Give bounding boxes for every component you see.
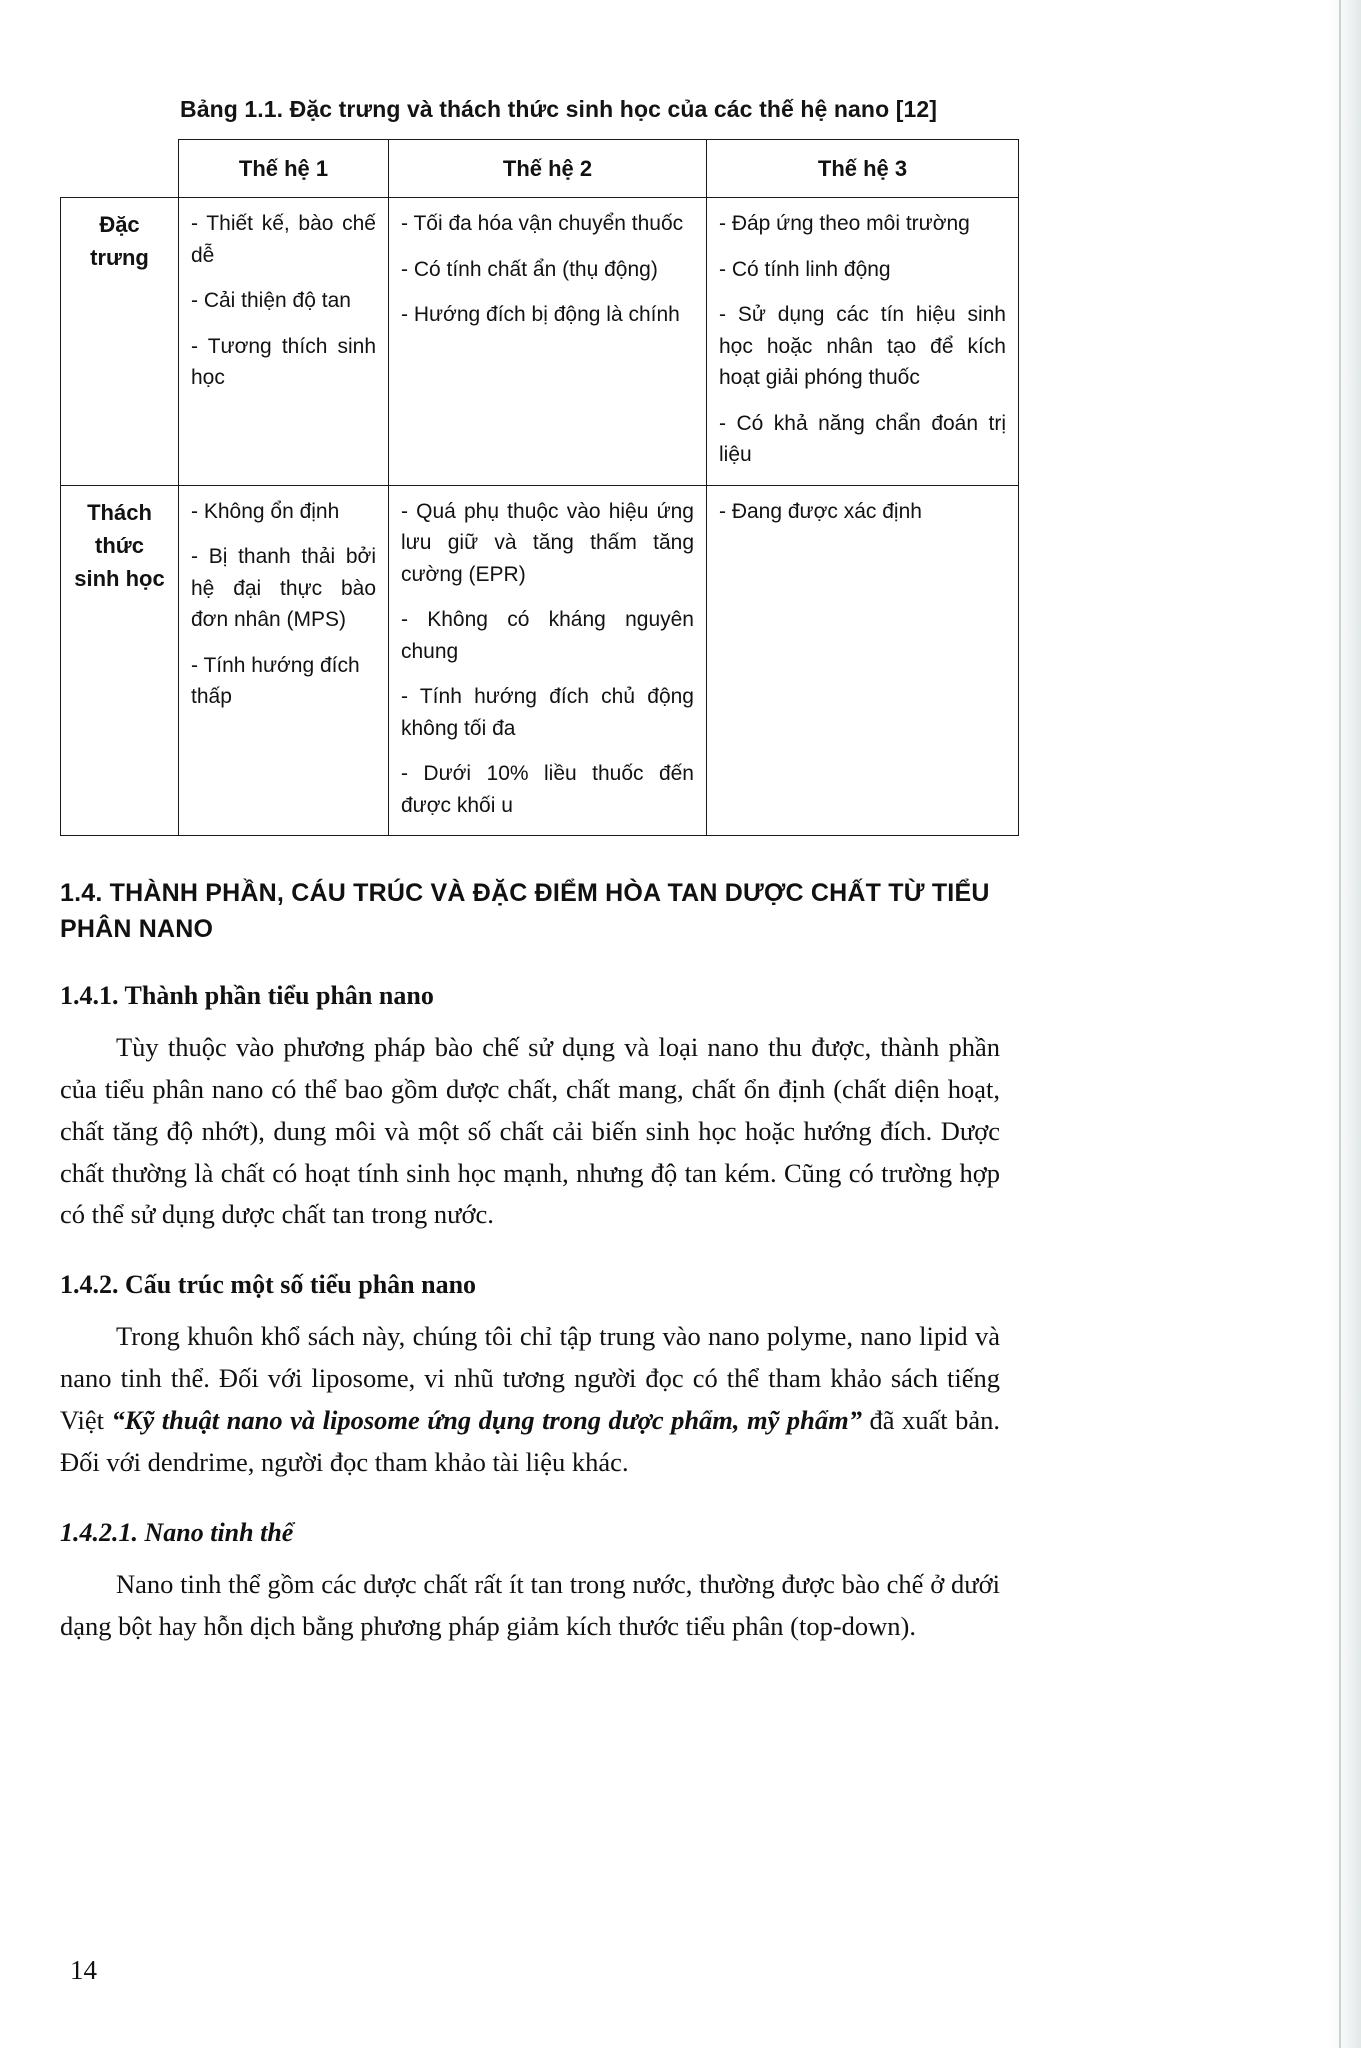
list-item: - Không ổn định <box>191 499 340 523</box>
column-header-gen3: Thế hệ 3 <box>707 140 1019 198</box>
list-item: - Tính hướng đích thấp <box>191 653 360 708</box>
cell-thach-thuc-gen3 <box>707 485 1019 836</box>
list-item: - Đang được xác định <box>719 499 922 523</box>
row-label-dac-trung: Đặc trưng <box>61 198 179 486</box>
list-item: - Tối đa hóa vận chuyển thuốc <box>401 212 684 235</box>
column-header-gen2: Thế hệ 2 <box>389 140 707 198</box>
section-heading-1-4-1: 1.4.1. Thành phần tiểu phân nano <box>60 981 434 1010</box>
cell-dac-trung-gen1 <box>179 198 389 486</box>
table-row <box>61 198 1019 486</box>
cell-dac-trung-gen3 <box>707 198 1019 486</box>
page-scan-edge-shadow <box>1327 0 1361 2048</box>
list-item: - Có khả năng chẩn đoán trị liệu <box>719 411 1006 466</box>
section-heading-1-4-2: 1.4.2. Cấu trúc một số tiểu phân nano <box>60 1270 477 1300</box>
table-header-row <box>61 140 1019 198</box>
list-item: - Tính hướng đích chủ động không tối đa <box>401 685 694 740</box>
table-row <box>61 485 1019 836</box>
list-item: - Dưới 10% liều thuốc đến được khối u <box>401 762 694 817</box>
list-item: - Bị thanh thải bởi hệ đại thực bào đơn nhân (MPS) <box>191 545 376 631</box>
section-heading-1-4-2-1: 1.4.2.1. Nano tinh thể <box>60 1517 294 1547</box>
paragraph-1-4-2-part1: Trong khuôn khổ sách này, chúng tôi chỉ tập trung vào nano polyme, nano lipid và nano tinh thể. Đối với liposome, vi nhũ tương người đọc có thể tham khảo sách tiếng Việt <box>60 1321 1000 1436</box>
list-item: - Hướng đích bị động là chính <box>401 303 680 326</box>
list-item: - Có tính linh động <box>719 257 891 281</box>
cell-thach-thuc-gen2 <box>389 485 707 836</box>
paragraph-1-4-2 <box>60 1316 1000 1483</box>
cell-dac-trung-gen2 <box>389 198 707 486</box>
column-header-gen1: Thế hệ 1 <box>179 140 389 198</box>
list-item: - Không có kháng nguyên chung <box>401 608 694 663</box>
cell-thach-thuc-gen1 <box>179 485 389 836</box>
table-corner-cell <box>61 140 179 198</box>
row-label-thach-thuc-sinh-hoc: Thách thức sinh học <box>61 485 179 836</box>
page-number: 14 <box>70 1955 97 1985</box>
nano-generations-table <box>60 139 1019 836</box>
list-item: - Sử dụng các tín hiệu sinh học hoặc nhân tạo để kích hoạt giải phóng thuốc <box>719 303 1006 389</box>
paragraph-1-4-2-part2: đã xuất bản. Đối với dendrime, người đọc tham khảo tài liệu khác. <box>60 1405 1000 1477</box>
list-item: - Thiết kế, bào chế dễ <box>191 212 376 267</box>
list-item: - Tương thích sinh học <box>191 334 376 389</box>
paragraph-1-4-2-1: Nano tinh thể gồm các dược chất rất ít tan trong nước, thường được bào chế ở dưới dạng bột hay hỗn dịch bằng phương pháp giảm kích thước tiểu phân (top-down). <box>60 1568 1000 1641</box>
table-wrapper <box>60 139 1018 836</box>
table-caption: Bảng 1.1. Đặc trưng và thách thức sinh học của các thế hệ nano [12] <box>180 96 938 122</box>
section-heading-1-4: 1.4. THÀNH PHẦN, CÁU TRÚC VÀ ĐẶC ĐIỂM HÒA TAN DƯỢC CHẤT TỪ TIỂU PHÂN NANO <box>60 879 990 943</box>
list-item: - Quá phụ thuộc vào hiệu ứng lưu giữ và tăng thấm tăng cường (EPR) <box>401 499 694 586</box>
page-scan-edge-line <box>1339 0 1341 2048</box>
list-item: - Cải thiện độ tan <box>191 289 351 312</box>
list-item: - Có tính chất ẩn (thụ động) <box>401 257 658 281</box>
paragraph-1-4-1: Tùy thuộc vào phương pháp bào chế sử dụng và loại nano thu được, thành phần của tiểu phân nano có thể bao gồm dược chất, chất mang, chất ổn định (chất diện hoạt, chất tăng độ nhớt), dung môi và một số chất cải biến sinh học hoặc hướng đích. Dược chất thường là chất có hoạt tính sinh học mạnh, nhưng độ tan kém. Cũng có trường hợp có thể sử dụng dược chất tan trong nước. <box>60 1032 1000 1230</box>
list-item: - Đáp ứng theo môi trường <box>719 212 970 235</box>
book-title-emphasis: “Kỹ thuật nano và liposome ứng dụng trong dược phẩm, mỹ phẩm” <box>111 1405 862 1436</box>
